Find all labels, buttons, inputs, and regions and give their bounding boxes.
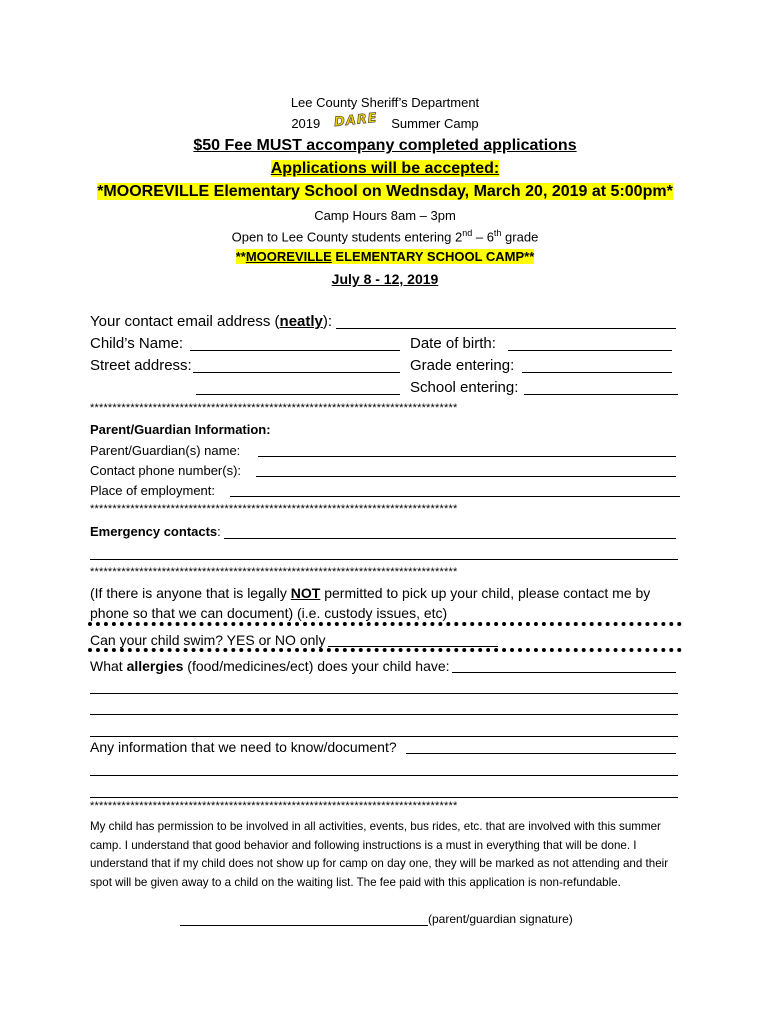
allergies-field-line4[interactable]	[90, 736, 678, 737]
swim-field[interactable]	[328, 646, 498, 647]
parent-name-label: Parent/Guardian(s) name:	[90, 443, 241, 458]
eligibility-sup: nd	[462, 228, 473, 238]
pickup-notice-line1	[90, 585, 680, 601]
emergency-field[interactable]	[224, 538, 676, 539]
location-notice-line	[0, 183, 770, 201]
signature-field[interactable]	[180, 925, 428, 926]
school-label: School entering:	[410, 379, 519, 396]
accepted-notice: Applications will be accepted:	[270, 160, 500, 177]
street-label: Street address:	[90, 357, 192, 374]
allergies-word: allergies	[126, 658, 184, 674]
allergies-field[interactable]	[452, 672, 676, 673]
eligibility-text: Open to Lee County students entering 2	[231, 229, 463, 245]
eligibility	[0, 228, 770, 244]
pickup-not: NOT	[290, 585, 321, 601]
signature-label: (parent/guardian signature)	[428, 912, 573, 926]
other-info-field[interactable]	[406, 753, 676, 754]
employment-label: Place of employment:	[90, 483, 216, 498]
camp-name-part: **	[235, 249, 246, 264]
allergies-text: (food/medicines/ect) does your child have:	[183, 658, 450, 674]
child-name-label: Child’s Name:	[90, 335, 184, 352]
emergency-label-line	[90, 524, 680, 539]
dotted-divider	[88, 622, 682, 626]
parent-heading: Parent/Guardian Information:	[90, 422, 271, 437]
dare-logo: DARE	[333, 110, 379, 131]
grade-label: Grade entering:	[410, 357, 515, 374]
camp-year: 2019	[291, 116, 321, 131]
phone-field[interactable]	[256, 476, 676, 477]
pickup-text: (If there is anyone that is legally	[90, 585, 291, 601]
separator: **********************************************************************************	[90, 566, 458, 578]
accepted-notice-line	[0, 160, 770, 178]
camp-dates: July 8 - 12, 2019	[331, 271, 439, 287]
other-info-field-line2[interactable]	[90, 775, 678, 776]
employment-field[interactable]	[230, 496, 680, 497]
camp-name-part: ELEMENTARY SCHOOL CAMP**	[331, 249, 535, 264]
street-field[interactable]	[193, 372, 400, 373]
fee-notice: $50 Fee MUST accompany completed applications	[193, 137, 577, 154]
camp-name-line	[0, 249, 770, 264]
other-info-field-line3[interactable]	[90, 797, 678, 798]
eligibility-text: grade	[501, 229, 539, 245]
email-label-text: Your contact email address (	[90, 313, 280, 330]
camp-name-school: MOOREVILLE	[245, 249, 332, 264]
other-info-label: Any information that we need to know/document?	[90, 739, 397, 755]
swim-label: Can your child swim? YES or NO only	[90, 632, 326, 648]
allergies-field-line2[interactable]	[90, 693, 678, 694]
dotted-divider	[88, 648, 682, 652]
separator: **********************************************************************************	[90, 402, 458, 414]
emergency-label: Emergency contacts	[90, 524, 218, 539]
separator: **********************************************************************************	[90, 800, 458, 812]
location-notice: *MOOREVILLE Elementary School on Wednsday, March 20, 2019 at 5:00pm*	[97, 183, 673, 200]
email-field[interactable]	[336, 328, 676, 329]
parent-name-field[interactable]	[258, 456, 676, 457]
email-label-neatly: neatly	[279, 313, 323, 330]
camp-title-line	[0, 110, 770, 132]
allergies-field-line3[interactable]	[90, 714, 678, 715]
eligibility-text: – 6	[472, 229, 494, 245]
camp-name	[236, 249, 535, 264]
dob-label: Date of birth:	[410, 335, 496, 352]
pickup-text: permitted to pick up your child, please contact me by	[320, 585, 651, 601]
school-field[interactable]	[524, 394, 678, 395]
eligibility-sup: th	[493, 228, 502, 238]
child-name-field[interactable]	[190, 350, 400, 351]
camp-label: Summer Camp	[391, 116, 479, 131]
department-title: Lee County Sheriff’s Department	[290, 95, 480, 110]
emergency-colon: :	[217, 524, 221, 539]
dob-field[interactable]	[508, 350, 672, 351]
pickup-notice-line2: phone so that we can document) (i.e. custody issues, etc)	[90, 605, 448, 621]
grade-field[interactable]	[522, 372, 672, 373]
allergies-text: What	[90, 658, 127, 674]
permission-paragraph: My child has permission to be involved in all activities, events, bus rides, etc. that are involved with this summer camp. I understand that good behavior and following instructions is a must in everything that will be done. I understand that if my child does not show up for camp on day one, they will be marked as not attending and their spot will be given away to a child on the waiting list. The fee paid with this application is non-refundable.	[90, 820, 669, 889]
street-field-line2[interactable]	[196, 394, 400, 395]
emergency-field-line2[interactable]	[90, 559, 678, 560]
email-label-text: ):	[322, 313, 333, 330]
camp-hours: Camp Hours 8am – 3pm	[314, 208, 456, 223]
phone-label: Contact phone number(s):	[90, 463, 242, 478]
separator: **********************************************************************************	[90, 503, 458, 515]
